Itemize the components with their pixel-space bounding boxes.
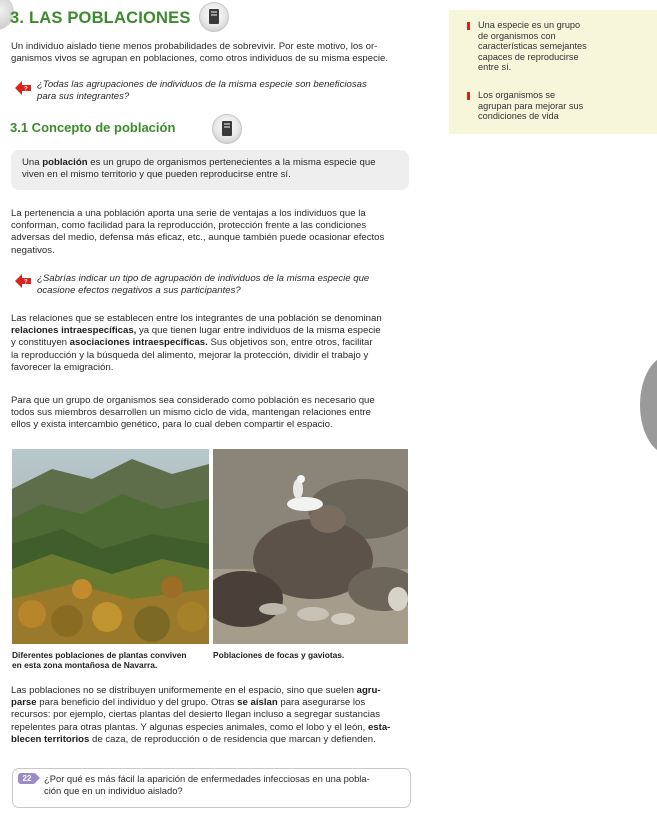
question-2: ¿Sabrías indicar un tipo de agrupación de individuos de la misma especie que ocasione efectos negativos a sus participantes? <box>37 273 370 297</box>
definition-text: Una población es un grupo de organismos pertenecientes a la misma especie que viven en el mismo territorio y que pueden reproducirse entre sí. <box>22 157 376 181</box>
exercise-question: ¿Por qué es más fácil la aparición de enfermedades infecciosas en una pobla- ción que en un individuo aislado? <box>44 773 370 796</box>
side-note-item-1: Una especie es un grupo de organismos con características semejantes capaces de reproducirse entre sí. <box>478 20 587 73</box>
question-arrow-icon <box>13 272 33 290</box>
intro-paragraph: Un individuo aislado tiene menos probabilidades de sobrevivir. Por este motivo, los or- ganismos vivos se agrupan en poblaciones, como otros individuos de su misma especie. <box>11 41 389 65</box>
paragraph-distribution: Las poblaciones no se distribuyen uniformemente en el espacio, sino que suelen agru- parse para beneficio del individuo y del grupo. Otras se aíslan para asegurarse los recursos: por ejemplo, ciertas plantas del desierto llegan incluso a segregar sustancias repelentes para otras plantas. Y algunas especies animales, como el lobo y el león, esta- blecen territorios de caza, de reproducción o de residencia que marcan y defienden. <box>11 685 391 745</box>
paragraph-intraspecific: Las relaciones que se establecen entre los integrantes de una población se denominan relaciones intraespecíficas, ya que tienen lugar entre individuos de la misma especie y constituyen asociaciones intraespecíficas. Sus objetivos son, entre otros, facilitar la reproducción y la búsqueda del alimento, mejorar la protección, dividir el trabajo y favorecer la emigración. <box>11 313 382 373</box>
section-title: 3. LAS POBLACIONES <box>10 9 191 27</box>
book-icon[interactable] <box>199 2 229 32</box>
question-arrow-icon <box>13 79 33 97</box>
note-marker <box>467 92 470 100</box>
paragraph-conditions: Para que un grupo de organismos sea considerado como población es necesario que todos sus miembros desarrollen un mismo ciclo de vida, mantengan relaciones entre ellos y exista intercambio genético, para lo cual deben compartir el espacio. <box>11 395 375 431</box>
paragraph-advantages: La pertenencia a una población aporta una serie de ventajas a los individuos que la conforman, como facilidad para la reproducción, protección frente a las condiciones adversas del medio, defensa más eficaz, etc., aunque también puede ocasionar efectos negativos. <box>11 208 385 256</box>
svg-text:?: ? <box>24 279 28 286</box>
seals-gulls-photo <box>213 449 408 644</box>
question-1: ¿Todas las agrupaciones de individuos de la misma especie son beneficiosas para sus integrantes? <box>37 79 367 103</box>
exercise-arrow-icon <box>35 773 40 783</box>
side-note-item-2: Los organismos se agrupan para mejorar sus condiciones de vida <box>478 90 584 122</box>
forest-photo <box>12 449 209 644</box>
exercise-number: 22 <box>18 773 36 784</box>
svg-text:?: ? <box>24 86 28 93</box>
forest-caption: Diferentes poblaciones de plantas conviven en esta zona montañosa de Navarra. <box>12 650 187 670</box>
note-marker <box>467 22 470 30</box>
book-icon[interactable] <box>212 114 242 144</box>
seals-caption: Poblaciones de focas y gaviotas. <box>213 650 345 660</box>
page-edge-tab <box>640 355 657 455</box>
subsection-title: 3.1 Concepto de población <box>10 120 176 135</box>
